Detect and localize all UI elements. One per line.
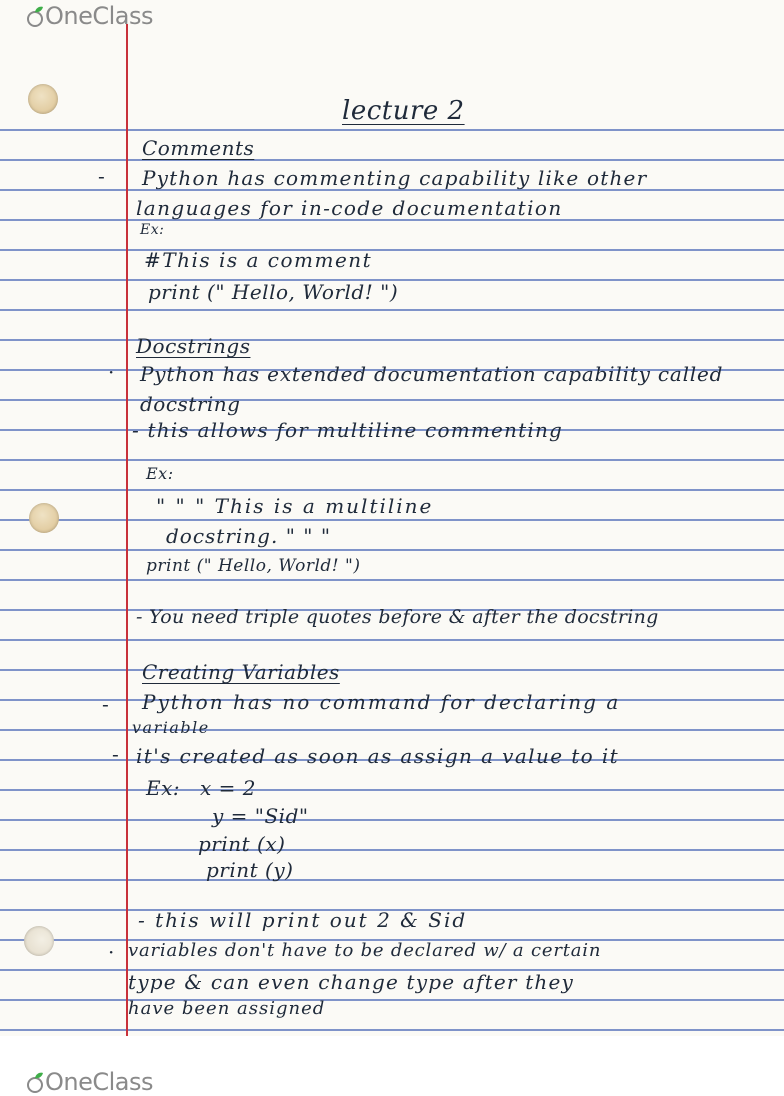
binder-hole	[24, 926, 54, 956]
example-label: Ex:	[140, 222, 165, 238]
bullet-dash: -	[112, 742, 119, 766]
note-line: it's created as soon as assign a value to it	[136, 744, 620, 768]
leaf-icon	[26, 5, 44, 27]
code-line: print (x)	[198, 832, 286, 856]
note-line: Python has no command for declaring a	[142, 690, 621, 714]
example-label: Ex:	[146, 776, 181, 800]
binder-hole	[28, 84, 58, 114]
section-heading-docstrings: Docstrings	[136, 334, 251, 358]
note-line: Python has extended documentation capability called	[140, 362, 724, 386]
code-line: #This is a comment	[144, 248, 373, 272]
bullet-dash: -	[102, 692, 109, 716]
code-line: docstring. " " "	[166, 524, 332, 548]
note-line: languages for in-code documentation	[136, 196, 563, 220]
brand-logo-bottom	[26, 1068, 153, 1096]
code-line: print (" Hello, World! ")	[148, 280, 399, 304]
note-line: docstring	[140, 392, 241, 416]
brand-logo-top	[26, 2, 153, 30]
note-line: - You need triple quotes before & after the docstring	[136, 606, 659, 628]
note-line: variable	[132, 718, 210, 737]
example-label: Ex:	[146, 464, 174, 483]
brand-name: OneClass	[45, 2, 154, 30]
bullet-dash: ·	[108, 360, 115, 384]
page-title: lecture 2	[342, 96, 465, 126]
code-line: y = "Sid"	[212, 804, 309, 828]
note-line: Python has commenting capability like other	[142, 166, 648, 190]
section-heading-comments: Comments	[142, 136, 255, 160]
brand-name: OneClass	[45, 1068, 154, 1096]
code-line: x = 2	[200, 776, 256, 800]
section-heading-variables: Creating Variables	[142, 660, 340, 684]
bullet-dash: ·	[108, 940, 115, 964]
note-line: have been assigned	[128, 998, 326, 1019]
code-line: print (y)	[206, 858, 294, 882]
binder-hole	[29, 503, 59, 533]
code-line: " " " This is a multiline	[156, 494, 434, 518]
leaf-icon	[26, 1071, 44, 1093]
note-line: - this allows for multiline commenting	[132, 418, 564, 442]
code-line: print (" Hello, World! ")	[146, 556, 361, 576]
note-line: - this will print out 2 & Sid	[138, 908, 468, 932]
margin-line	[126, 24, 128, 1036]
note-line: type & can even change type after they	[128, 970, 575, 994]
bullet-dash: -	[98, 164, 105, 188]
note-line: variables don't have to be declared w/ a certain	[128, 940, 602, 961]
